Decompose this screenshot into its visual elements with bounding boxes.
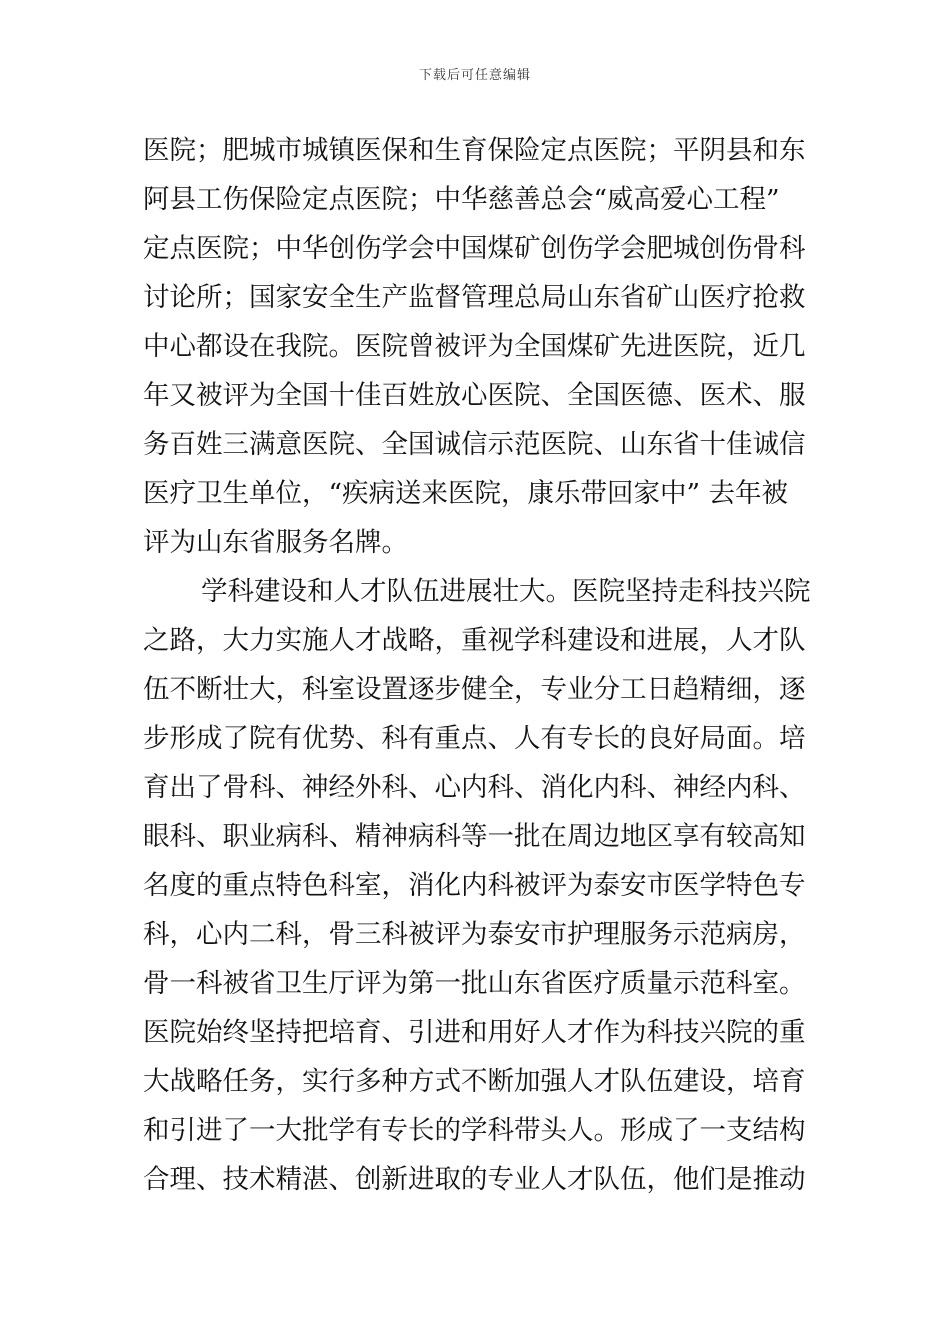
text-line: 大战略任务，实行多种方式不断加强人才队伍建设，培育: [143, 1066, 806, 1097]
text-line: 伍不断壮大，科室设置逐步健全，专业分工日趋精细，逐: [143, 674, 806, 705]
text-line: 名度的重点特色科室，消化内科被评为泰安市医学特色专: [143, 870, 806, 901]
text-line: 务百姓三满意医院、全国诚信示范医院、山东省十佳诚信: [143, 429, 806, 460]
text-line: 讨论所；国家安全生产监督管理总局山东省矿山医疗抢救: [143, 282, 806, 313]
text-line: 眼科、职业病科、精神病科等一批在周边地区享有较高知: [143, 821, 806, 852]
text-line: 步形成了院有优势、科有重点、人有专长的良好局面。培: [143, 723, 806, 754]
text-line: 评为山东省服务名牌。: [143, 527, 408, 558]
text-line: 科，心内二科，骨三科被评为泰安市护理服务示范病房，: [143, 919, 806, 950]
text-line: 中心都设在我院。医院曾被评为全国煤矿先进医院，近几: [143, 331, 806, 362]
text-line: 医院；肥城市城镇医保和生育保险定点医院；平阴县和东: [143, 135, 806, 166]
text-line: 定点医院；中华创伤学会中国煤矿创伤学会肥城创伤骨科: [143, 233, 806, 264]
text-line: 阿县工伤保险定点医院；中华慈善总会“威高爱心工程”: [143, 184, 780, 215]
text-line: 骨一科被省卫生厅评为第一批山东省医疗质量示范科室。: [143, 968, 806, 999]
text-line: 合理、技术精湛、创新进取的专业人才队伍，他们是推动: [143, 1164, 806, 1195]
text-line: 和引进了一大批学有专长的学科带头人。形成了一支结构: [143, 1115, 806, 1146]
paragraph-2: [143, 567, 813, 1204]
text-line: 年又被评为全国十佳百姓放心医院、全国医德、医术、服: [143, 380, 806, 411]
page-header: 下载后可任意编辑: [418, 68, 531, 83]
text-line: 医院始终坚持把培育、引进和用好人才作为科技兴院的重: [143, 1017, 806, 1048]
text-line: 育出了骨科、神经外科、心内科、消化内科、神经内科、: [143, 772, 806, 803]
paragraph-1: [143, 126, 813, 567]
text-line-indented: 学科建设和人才队伍进展壮大。医院坚持走科技兴院: [201, 576, 811, 607]
text-line: 之路，大力实施人才战略，重视学科建设和进展，人才队: [143, 625, 806, 656]
text-line: 医疗卫生单位，“疾病送来医院，康乐带回家中” 去年被: [143, 478, 789, 509]
document-body: [143, 126, 813, 1204]
